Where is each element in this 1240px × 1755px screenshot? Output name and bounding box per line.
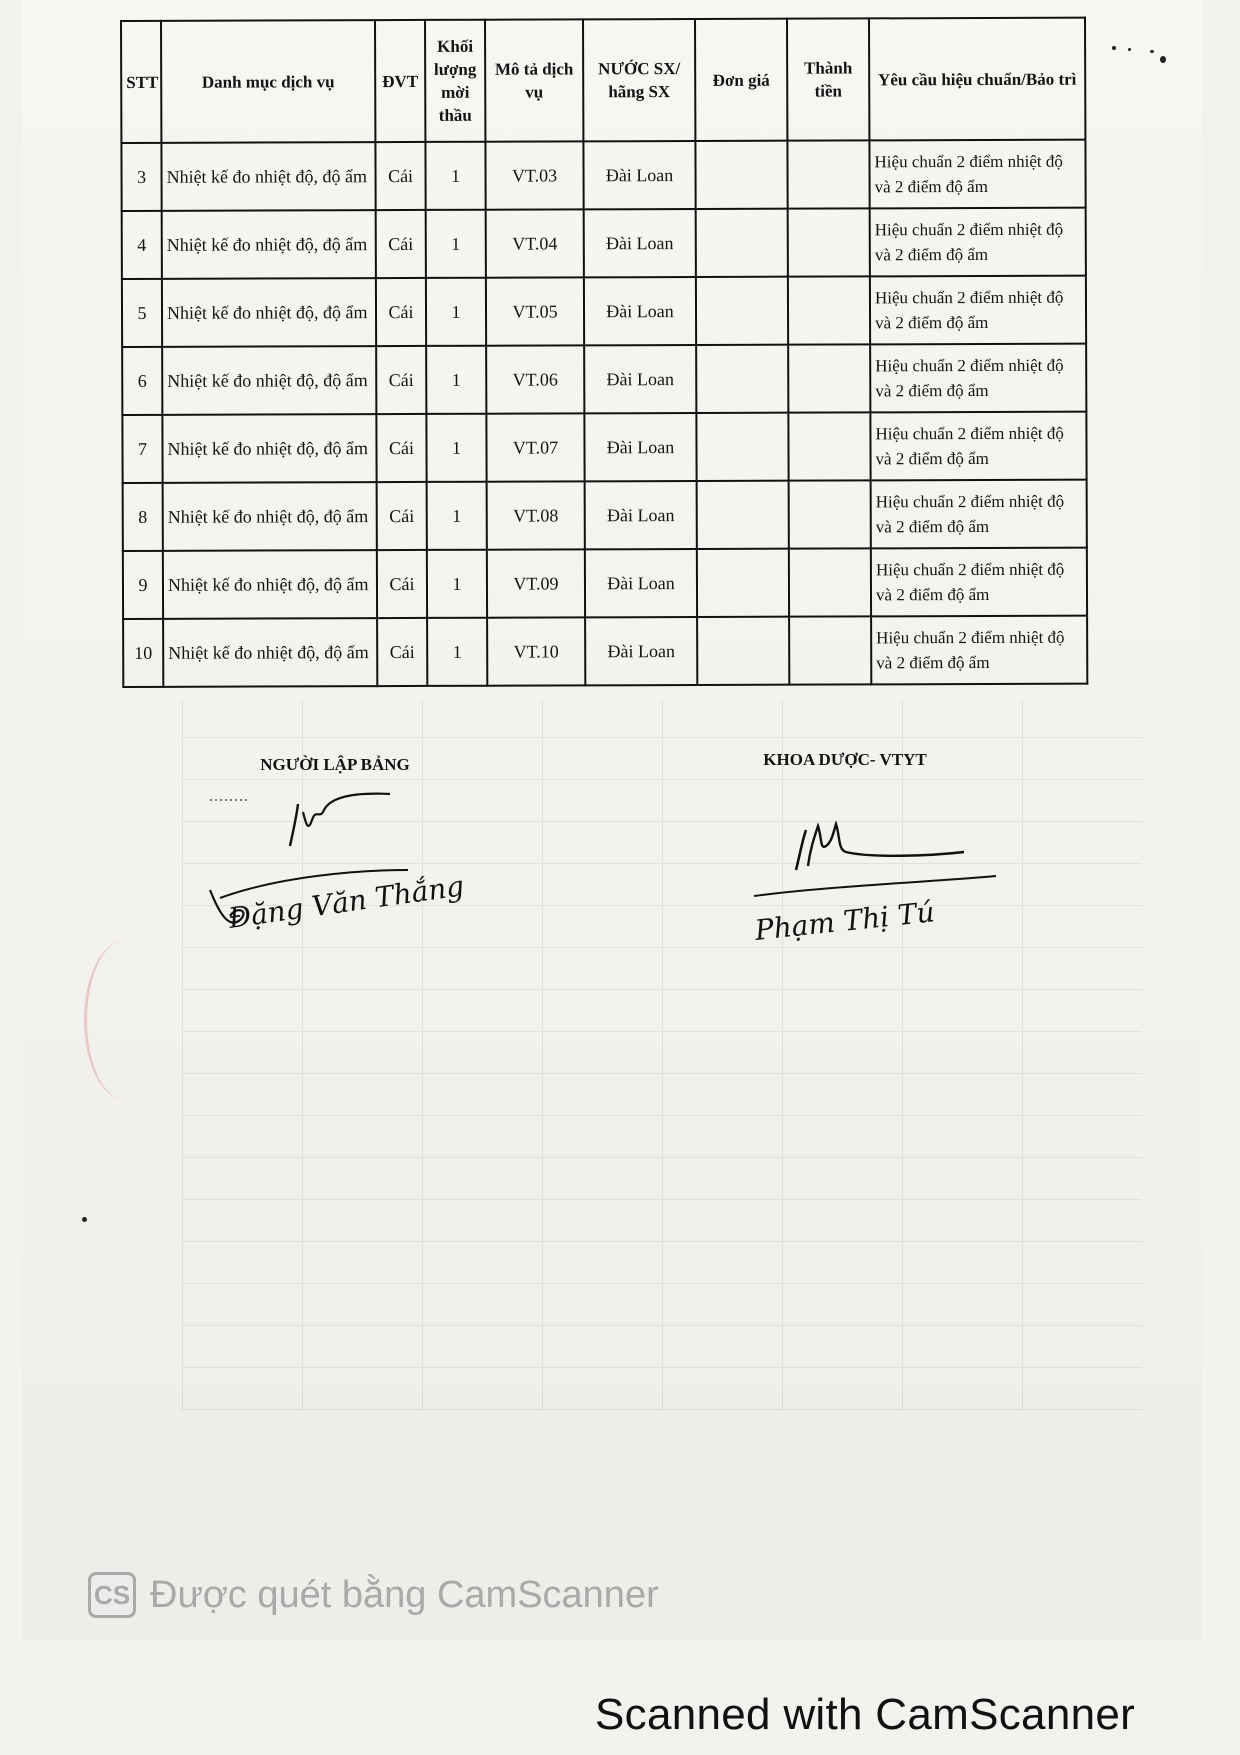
pharmacy-dept-title: KHOA DƯỢC- VTYT: [763, 750, 927, 769]
cell-price: [696, 413, 788, 481]
cell-item: Nhiệt kế đo nhiệt độ, độ ẩm: [162, 414, 376, 483]
cell-item: Nhiệt kế đo nhiệt độ, độ ẩm: [162, 346, 376, 415]
cell-desc: VT.04: [486, 209, 584, 277]
cell-total: [788, 208, 870, 276]
cell-stt: 10: [123, 619, 163, 687]
cell-requirement: Hiệu chuẩn 2 điểm nhiệt độ và 2 điểm độ ẩm: [871, 616, 1087, 685]
preparer-signature-block: [230, 755, 440, 775]
header-stt: STT: [121, 21, 161, 143]
cell-total: [788, 344, 870, 412]
faint-stamp-edge: [84, 940, 167, 1100]
pharmacy-dept-signer-name: Phạm Thị Tú: [753, 895, 937, 947]
cell-total: [789, 480, 871, 548]
cell-desc: VT.05: [486, 277, 584, 345]
cell-desc: VT.10: [487, 617, 585, 685]
cell-origin: Đài Loan: [583, 141, 695, 209]
cell-requirement: Hiệu chuẩn 2 điểm nhiệt độ và 2 điểm độ ẩm: [869, 140, 1085, 209]
cell-requirement: Hiệu chuẩn 2 điểm nhiệt độ và 2 điểm độ ẩm: [871, 548, 1087, 617]
cell-stt: 9: [123, 551, 163, 619]
cell-total: [789, 616, 871, 684]
cell-requirement: Hiệu chuẩn 2 điểm nhiệt độ và 2 điểm độ ẩm: [870, 344, 1086, 413]
cell-origin: Đài Loan: [584, 209, 696, 277]
cell-desc: VT.03: [485, 141, 583, 209]
table-row: [123, 616, 1087, 687]
cell-qty: 1: [426, 414, 486, 482]
scan-speck: [1160, 56, 1166, 63]
header-service-category: Danh mục dịch vụ: [161, 20, 375, 143]
cell-stt: 5: [122, 279, 162, 347]
scan-speck: [1150, 50, 1154, 53]
cell-total: [789, 548, 871, 616]
cell-origin: Đài Loan: [585, 481, 697, 549]
cell-total: [788, 276, 870, 344]
cell-qty: 1: [426, 278, 486, 346]
preparer-name: Đặng Văn Thắng: [226, 869, 467, 935]
cell-unit: Cái: [377, 482, 427, 550]
camscanner-watermark: [88, 1570, 659, 1620]
table-row: [123, 548, 1087, 619]
cell-unit: Cái: [377, 618, 427, 686]
cell-item: Nhiệt kế đo nhiệt độ, độ ẩm: [163, 618, 377, 687]
cell-item: Nhiệt kế đo nhiệt độ, độ ẩm: [163, 550, 377, 619]
service-table-container: [120, 17, 1086, 688]
cell-stt: 6: [122, 347, 162, 415]
cell-stt: 4: [122, 211, 162, 279]
pharmacy-dept-signature-block: [740, 750, 950, 770]
cell-requirement: Hiệu chuẩn 2 điểm nhiệt độ và 2 điểm độ ẩm: [871, 480, 1087, 549]
cell-stt: 7: [122, 415, 162, 483]
cell-price: [697, 617, 789, 685]
cell-unit: Cái: [376, 210, 426, 278]
table-row: [122, 276, 1086, 347]
cell-desc: VT.08: [487, 481, 585, 549]
watermark-text: Được quét bằng CamScanner: [150, 1573, 659, 1616]
cell-requirement: Hiệu chuẩn 2 điểm nhiệt độ và 2 điểm độ ẩm: [870, 208, 1086, 277]
table-row: [122, 208, 1086, 279]
cell-price: [697, 549, 789, 617]
cell-desc: VT.09: [487, 549, 585, 617]
table-row: [122, 412, 1086, 483]
header-total: Thành tiền: [787, 18, 869, 140]
scan-speck: [1128, 48, 1131, 51]
cell-origin: Đài Loan: [585, 617, 697, 685]
cell-desc: VT.07: [486, 413, 584, 481]
header-unit-price: Đơn giá: [695, 19, 787, 141]
header-description: Mô tả dịch vụ: [485, 19, 583, 141]
cell-total: [788, 412, 870, 480]
scanned-with-footer: Scanned with CamScanner: [595, 1690, 1136, 1739]
cell-qty: 1: [427, 618, 487, 686]
cell-qty: 1: [426, 210, 486, 278]
cell-stt: 8: [123, 483, 163, 551]
cell-qty: 1: [425, 142, 485, 210]
cell-unit: Cái: [377, 550, 427, 618]
cell-unit: Cái: [375, 142, 425, 210]
cell-requirement: Hiệu chuẩn 2 điểm nhiệt độ và 2 điểm độ ẩm: [870, 276, 1086, 345]
pharmacy-dept-signature-image: [750, 790, 1030, 960]
cell-price: [696, 209, 788, 277]
preparer-title: NGƯỜI LẬP BẢNG: [260, 755, 410, 774]
cell-origin: Đài Loan: [584, 413, 696, 481]
cell-origin: Đài Loan: [584, 277, 696, 345]
table-row: [123, 480, 1087, 551]
cell-price: [696, 277, 788, 345]
scan-speck: [82, 1217, 87, 1222]
header-quantity: Khối lượng mời thầu: [425, 20, 485, 142]
table-header-row: [121, 18, 1085, 143]
scan-speck: [1112, 46, 1116, 50]
cell-price: [695, 141, 787, 209]
cell-qty: 1: [427, 482, 487, 550]
cell-requirement: Hiệu chuẩn 2 điểm nhiệt độ và 2 điểm độ ẩm: [870, 412, 1086, 481]
preparer-signature-image: [200, 780, 500, 950]
cell-price: [696, 345, 788, 413]
cell-origin: Đài Loan: [585, 549, 697, 617]
header-unit: ĐVT: [375, 20, 425, 142]
camscanner-logo-icon: CS: [88, 1572, 136, 1618]
table-row: [122, 344, 1086, 415]
table-row: [121, 140, 1085, 211]
cell-qty: 1: [426, 346, 486, 414]
header-requirement: Yêu cầu hiệu chuẩn/Bảo trì: [869, 18, 1085, 141]
cell-total: [787, 140, 869, 208]
cell-unit: Cái: [376, 278, 426, 346]
cell-price: [697, 481, 789, 549]
cell-item: Nhiệt kế đo nhiệt độ, độ ẩm: [162, 278, 376, 347]
header-origin: NƯỚC SX/ hãng SX: [583, 19, 695, 141]
cell-origin: Đài Loan: [584, 345, 696, 413]
cell-stt: 3: [121, 143, 161, 211]
cell-item: Nhiệt kế đo nhiệt độ, độ ẩm: [163, 482, 377, 551]
cell-desc: VT.06: [486, 345, 584, 413]
cell-item: Nhiệt kế đo nhiệt độ, độ ẩm: [161, 142, 375, 211]
cell-unit: Cái: [376, 414, 426, 482]
cell-qty: 1: [427, 550, 487, 618]
service-table: [120, 17, 1088, 688]
cell-unit: Cái: [376, 346, 426, 414]
cell-item: Nhiệt kế đo nhiệt độ, độ ẩm: [162, 210, 376, 279]
